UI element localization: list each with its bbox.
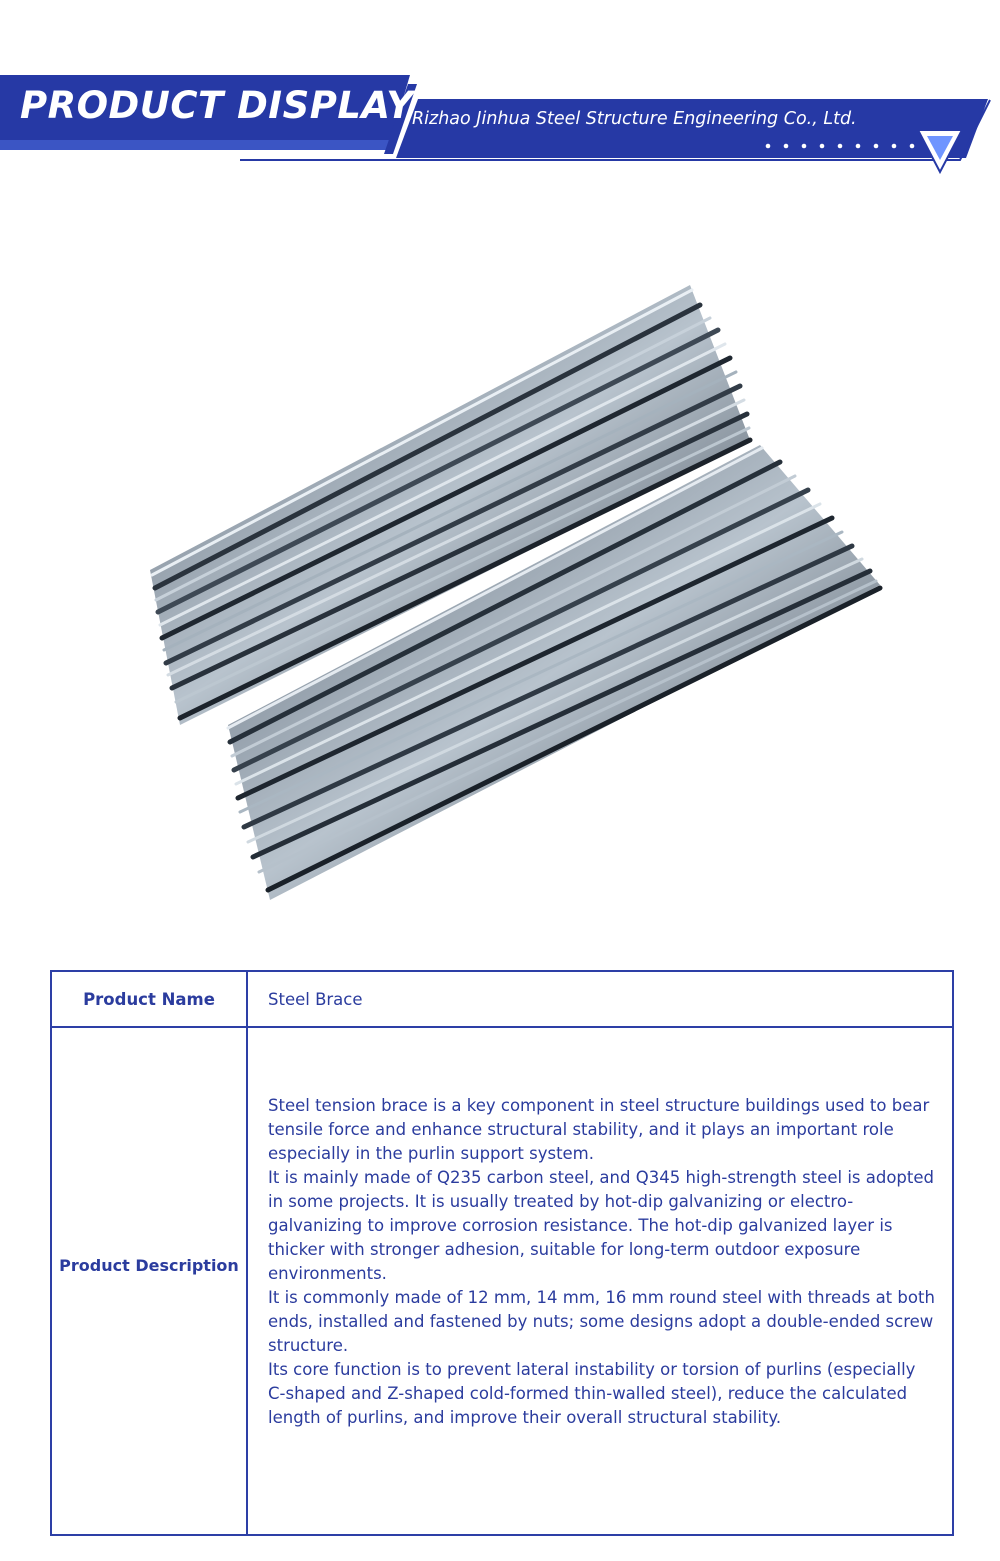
description-paragraph: It is commonly made of 12 mm, 14 mm, 16 mm round steel with threads at both ends, installed and fastened by nuts; some designs adopt a double-ended screw structure.	[268, 1288, 935, 1355]
description-paragraph: Its core function is to prevent lateral instability or torsion of purlins (especially C-shaped and Z-shaped cold-formed thin-walled steel), reduce the calculated length of purlins, and improve their overall structural stability.	[268, 1360, 916, 1427]
description-paragraph: Steel tension brace is a key component in steel structure buildings used to bear tensile force and enhance structural stability, and it plays an important role especially in the purlin support system.	[268, 1096, 930, 1163]
company-name: Rizhao Jinhua Steel Structure Engineering Co., Ltd.	[412, 109, 857, 129]
header-banner	[0, 0, 1000, 190]
table-column-divider	[246, 972, 248, 1534]
product-spec-table	[50, 970, 954, 1536]
product-image	[140, 270, 890, 920]
steel-rods-illustration	[140, 270, 890, 920]
product-description-text	[268, 1094, 938, 1430]
page-title: PRODUCT DISPLAY	[20, 84, 414, 127]
product-description-label: Product Description	[59, 1256, 239, 1275]
product-name-value: Steel Brace	[268, 990, 363, 1009]
product-name-label: Product Name	[83, 990, 215, 1009]
table-row-divider	[52, 1026, 952, 1028]
description-paragraph: It is mainly made of Q235 carbon steel, and Q345 high-strength steel is adopted in some projects. It is usually treated by hot-dip galvanizing or electro-galvanizing to improve corrosion resistance. The hot-dip galvanized layer is thicker with stronger adhesion, suitable for long-term outdoor exposure environments.	[268, 1168, 934, 1283]
